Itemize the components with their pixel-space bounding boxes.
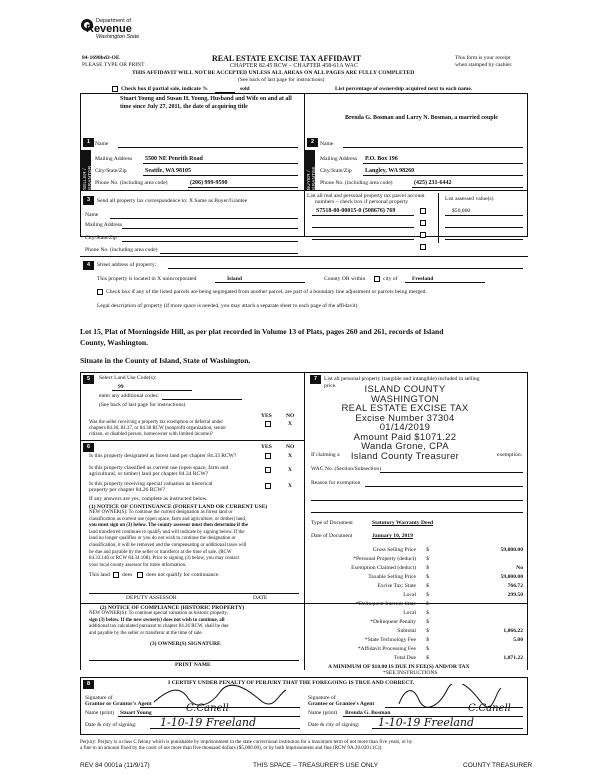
section-1-badge: 1 bbox=[83, 138, 94, 147]
price-label: price. bbox=[324, 383, 337, 389]
does-checkbox[interactable] bbox=[113, 572, 119, 578]
land-use-code[interactable]: 99 bbox=[118, 384, 124, 390]
stamp-line: Excise Number 37304 bbox=[355, 412, 455, 424]
assessed-header: List assessed value(s) bbox=[445, 196, 494, 202]
tax-row-label: Local bbox=[403, 592, 416, 598]
tax-row-label: Total Due bbox=[393, 655, 416, 661]
section-6-lower-left bbox=[80, 604, 81, 670]
partial-sale-checkbox[interactable] bbox=[112, 86, 118, 92]
does-not-label: does not qualify for continuance. bbox=[146, 572, 220, 578]
buyer-city-line bbox=[363, 175, 523, 176]
correspondence-city-line bbox=[122, 241, 298, 242]
parcel-header-1: List all real and personal property tax parcel account bbox=[307, 193, 425, 199]
tax-row-label: Excise Tax: State bbox=[377, 583, 416, 589]
sold-label: sold bbox=[240, 86, 250, 92]
historic-no-mark[interactable]: X bbox=[288, 483, 293, 489]
parcel-personal-checkbox-3[interactable] bbox=[420, 232, 426, 238]
stamp-line: 01/14/2019 bbox=[379, 422, 431, 433]
grantee-name[interactable]: Brenda G. Bosman bbox=[345, 710, 391, 716]
parcel-number[interactable]: S7518-00-00015-0 (508676) 769 bbox=[316, 208, 396, 214]
wac-label: WAC No. (Section/Subsection) bbox=[311, 466, 382, 472]
city-line bbox=[405, 282, 485, 283]
land-use-see-back: (See back of last page for instructions) bbox=[99, 402, 186, 408]
stamp-line: ISLAND COUNTY WASHINGTON bbox=[364, 384, 446, 405]
tax-row-label: Exemption Claimed (deduct) bbox=[351, 565, 416, 571]
compliance-line: NEW OWNER(S): To continue special valuation as historic property, bbox=[89, 611, 228, 616]
grantee-date-line bbox=[372, 728, 523, 729]
section-4-badge: 4 bbox=[83, 261, 94, 270]
assessed-value[interactable]: $50,000 bbox=[452, 208, 471, 214]
section-8-badge: 8 bbox=[83, 680, 94, 689]
deputy-date-label: DATE bbox=[253, 595, 268, 601]
county-line bbox=[215, 282, 305, 283]
reason-line-2 bbox=[311, 500, 523, 501]
owner-signature-label: (3) OWNER(S) SIGNATURE bbox=[150, 641, 221, 647]
continuance-line: be due and payable by the seller or transferor at the time of sale. (RCW bbox=[89, 549, 232, 555]
section-3-divider bbox=[304, 191, 305, 237]
current-use-yes-checkbox[interactable] bbox=[265, 467, 271, 473]
buyer-city-label: City/State/Zip bbox=[320, 168, 352, 174]
send-correspondence: Send all property tax correspondence to: X Same as Buyer/Grantee bbox=[97, 198, 248, 204]
current-use-no-mark[interactable]: X bbox=[288, 467, 293, 473]
deputy-label: DEPUTY ASSESSOR bbox=[126, 595, 177, 601]
deputy-line bbox=[89, 593, 299, 594]
print-name-line bbox=[89, 660, 299, 661]
seller-city-line bbox=[143, 175, 298, 176]
buyer-mailing[interactable]: P.O. Box 196 bbox=[365, 156, 398, 162]
tax-row-value[interactable]: 5.00 bbox=[513, 637, 523, 643]
assessed-line-1 bbox=[445, 215, 523, 216]
see-instructions-note: *SEE INSTRUCTIONS bbox=[383, 670, 438, 676]
tax-row-currency: $ bbox=[426, 646, 429, 652]
county-or-label: County OR within bbox=[324, 276, 366, 282]
continuance-line: land transferred continues to qualify and will indicate by signing below. If the bbox=[89, 529, 245, 535]
section-7-badge: 7 bbox=[310, 375, 321, 384]
street-address-line bbox=[168, 268, 523, 269]
legal-description-2: County, Washington. bbox=[80, 338, 149, 347]
section-2-badge: 2 bbox=[307, 138, 318, 147]
reason-label: Reason for exemption bbox=[311, 480, 361, 486]
s6-no-header: NO bbox=[286, 444, 295, 450]
perjury-note-2: a fine in an amount fixed by the court of not more than five thousand dollars ($5,000.00), or by both imprisonment and fine (RCW 9A.20.020 (1C)). bbox=[80, 745, 383, 751]
tax-row-value[interactable]: No bbox=[516, 565, 523, 571]
certify-statement: I CERTIFY UNDER PENALTY OF PERJURY THAT THE FOREGOING IS TRUE AND CORRECT. bbox=[168, 680, 415, 686]
pct-ownership-note: List percentage of ownership acquired next to each name. bbox=[335, 86, 473, 92]
buyer-city[interactable]: Langley, WA 98260 bbox=[365, 168, 415, 174]
tax-row-label: *Delinquent Interest: State bbox=[356, 601, 416, 607]
continuance-line: you must sign on (3) below. The county assessor must then determine if the bbox=[89, 523, 248, 529]
forest-yes-checkbox[interactable] bbox=[265, 453, 271, 459]
form-chapter: CHAPTER 82.45 RCW – CHAPTER 458-61A WAC bbox=[230, 63, 358, 69]
parcel-line-1 bbox=[312, 215, 414, 216]
tax-row-currency: $ bbox=[426, 592, 429, 598]
tax-row-value[interactable]: 766.72 bbox=[507, 583, 523, 589]
grantor-name-label: Name (print) bbox=[85, 710, 115, 716]
footer-rev: REV 84 0001a (11/9/17) bbox=[80, 762, 150, 769]
tax-row-currency: $ bbox=[426, 655, 429, 661]
doc-type-value[interactable]: Statutory Warranty Deed bbox=[372, 520, 434, 526]
seller-name[interactable]: Stuart Young and Susan H. Young, Husband and Wife on and at all time since July 27, 2011, the date of acquiring title bbox=[120, 96, 292, 110]
if-yes-note: If any answers are yes, complete as instructed below. bbox=[89, 496, 208, 502]
parcel-personal-checkbox-4[interactable] bbox=[420, 244, 426, 250]
compliance-line: sign (3) below. If the new owner(s) does not wish to continue, all bbox=[89, 617, 225, 623]
grantor-date[interactable]: 1-10-19 Freeland bbox=[160, 716, 257, 729]
current-use-q-2: agricultural, or timber) land per chapter 84.34 RCW? bbox=[89, 471, 209, 477]
buyer-name-line bbox=[343, 147, 523, 148]
grantor-name[interactable]: Stuart Young bbox=[120, 710, 152, 716]
legal-description-3: Situate in the County of Island, State of Washington. bbox=[80, 356, 251, 365]
continuance-line: classification as current use (open space, farm and agriculture, or timber) land, bbox=[89, 516, 247, 522]
grantor-sig-label-1: Signature of bbox=[85, 695, 113, 701]
tax-row-currency: $ bbox=[426, 565, 429, 571]
city-of-label: city of bbox=[383, 276, 398, 282]
section-5-7-divider bbox=[304, 372, 305, 604]
continuance-line: NEW OWNER(S): To continue the current designation as forest land or bbox=[89, 510, 233, 515]
treasurer-stamp bbox=[330, 385, 480, 461]
this-land-label: This land bbox=[89, 572, 110, 578]
tax-row-currency: $ bbox=[426, 556, 429, 562]
section-5-badge: 5 bbox=[83, 375, 94, 384]
parcel-header-2: numbers – check box if personal property bbox=[315, 199, 409, 205]
historic-q-1: Is this property receiving special valuation as historical bbox=[89, 481, 213, 487]
segregated-checkbox[interactable] bbox=[97, 289, 103, 295]
footer-treasurer-space: THIS SPACE – TREASURER'S USE ONLY bbox=[253, 762, 379, 769]
correspondence-name-line bbox=[110, 218, 298, 219]
please-type: PLEASE TYPE OR PRINT bbox=[82, 62, 145, 68]
section-3-badge: 3 bbox=[83, 196, 94, 205]
continuance-text bbox=[89, 510, 248, 569]
doc-date-value[interactable]: January 10, 2019 bbox=[372, 533, 413, 539]
see-back-note: (See back of last page for instructions) bbox=[238, 77, 325, 83]
tax-row-label: *Affidavit Processing Fee bbox=[357, 646, 416, 652]
tax-row-currency: $ bbox=[426, 601, 429, 607]
land-use-label: Select Land Use Code(s): bbox=[99, 375, 157, 381]
section-7-lower-divider bbox=[304, 604, 305, 670]
receipt-note-1: This form is your receipt bbox=[455, 55, 511, 61]
assessed-line-3 bbox=[445, 239, 523, 240]
additional-codes-line bbox=[162, 399, 242, 400]
grantor-handwritten-name: C.Canell bbox=[186, 703, 229, 714]
tax-row-currency: $ bbox=[426, 619, 429, 625]
grantee-date-label: Date & city of signing: bbox=[308, 722, 360, 728]
assessed-line-2 bbox=[445, 227, 523, 228]
seller-phone[interactable]: (206) 999-9590 bbox=[190, 180, 228, 186]
compliance-text bbox=[89, 611, 229, 637]
seller-yes-header: YES bbox=[261, 413, 272, 419]
continuance-line: 84.33.140 or RCW 84.34.108). Prior to signing (3) below, you may contact bbox=[89, 556, 240, 562]
seller-name-line bbox=[118, 147, 298, 148]
doc-date-label: Date of Document bbox=[311, 533, 353, 539]
tax-row-currency: $ bbox=[426, 583, 429, 589]
continuance-line: land no longer qualifies or you do not wish to continue the designation or bbox=[89, 536, 236, 542]
located-label: This property is located in X unincorporated bbox=[97, 276, 197, 282]
within-city-checkbox[interactable] bbox=[374, 276, 380, 282]
tax-row-currency: $ bbox=[426, 547, 429, 553]
seller-q-2: chapters 84.36, 84.37, or 84.38 RCW (nonprofit organization, senior bbox=[89, 426, 227, 431]
doc-type-label: Type of Document bbox=[311, 520, 353, 526]
correspondence-phone-line bbox=[160, 253, 298, 254]
stamp-line: Amount Paid $1071.22 bbox=[353, 431, 457, 443]
historic-q-2: property per chapter 84.26 RCW? bbox=[89, 487, 165, 493]
city-name[interactable]: Freeland bbox=[412, 276, 434, 282]
legal-desc-label: Legal description of property (if more space is needed, you may attach a separate sheet to each page of the affidavit) bbox=[97, 303, 358, 309]
seller-no-mark[interactable]: X bbox=[288, 421, 293, 427]
footer-county-treasurer: COUNTY TREASURER bbox=[463, 762, 533, 769]
stamp-line: REAL ESTATE EXCISE TAX bbox=[341, 403, 469, 414]
partial-sale-label: Check box if partial sale, indicate % bbox=[121, 86, 208, 92]
compliance-line: additional tax calculated pursuant to chapter 84.26 RCW, shall be due bbox=[89, 624, 229, 630]
grantee-sig-label-1: Signature of bbox=[308, 695, 336, 701]
tax-row-value[interactable]: 1,066.22 bbox=[503, 628, 523, 634]
forest-land-q: Is this property designated as forest land per chapter 84.33 RCW? bbox=[89, 453, 237, 459]
correspondence-name-label: Name bbox=[85, 212, 99, 218]
personal-property-label: List all personal property (tangible and intangible) included in selling bbox=[324, 376, 480, 382]
continuance-line: your local county assessor for more information. bbox=[89, 562, 187, 568]
street-address-label: Street address of property: bbox=[97, 262, 157, 268]
tax-row-currency: $ bbox=[426, 574, 429, 580]
seller-city[interactable]: Seattle, WA 98105 bbox=[145, 168, 192, 174]
land-use-line bbox=[112, 390, 192, 391]
tax-row-label: Taxable Selling Price bbox=[368, 574, 416, 580]
min-due-note: A MINIMUM OF $10.00 IS DUE IN FEE(S) AND/OR TAX bbox=[328, 664, 470, 670]
segregated-label: Check box if any of the listed parcels are being segregated from another parcel, are part of a boundary line adjustment or parcels being merged. bbox=[106, 289, 427, 295]
grantor-date-label: Date & city of signing: bbox=[85, 722, 137, 728]
logo-line-1: Department of bbox=[96, 18, 131, 24]
continuance-line: classification, it will be removed and the compensating or additional taxes will bbox=[89, 542, 247, 548]
tax-row-currency: $ bbox=[426, 610, 429, 616]
buyer-phone-line bbox=[412, 187, 523, 188]
grantee-date[interactable]: 1-10-19 Freeland bbox=[378, 716, 475, 729]
reason-line-3 bbox=[311, 512, 523, 513]
parcel-line-3 bbox=[312, 239, 414, 240]
tax-row-label: *Delinquent Penalty bbox=[370, 619, 416, 625]
county-value[interactable]: Island bbox=[227, 276, 242, 282]
stamp-line: Island County Treasurer bbox=[350, 450, 460, 462]
correspondence-phone-label: Phone No. (including area code) bbox=[85, 247, 158, 253]
logo-line-3: Washington State bbox=[96, 34, 140, 40]
grantor-date-line bbox=[150, 728, 300, 729]
seller-q-3: citizen, or disabled person, homeowner with limited income)? bbox=[89, 432, 213, 437]
reason-line-1 bbox=[365, 486, 523, 487]
tax-row-value[interactable]: 59,000.00 bbox=[500, 574, 523, 580]
buyer-name[interactable]: Brenda G. Bosman and Larry N. Bosman, a married couple bbox=[345, 115, 498, 121]
grantee-name-label: Name (print) bbox=[308, 710, 338, 716]
tax-row-label: Subtotal bbox=[397, 628, 416, 634]
tax-row-value[interactable]: 59,000.00 bbox=[500, 547, 523, 553]
print-name-label: PRINT NAME bbox=[175, 662, 211, 668]
buyer-name-label: Name bbox=[320, 141, 334, 147]
parcel-personal-checkbox-2[interactable] bbox=[420, 220, 426, 226]
tax-row-label: *Personal Property (deduct) bbox=[353, 556, 416, 562]
seller-mailing-label: Mailing Address bbox=[95, 156, 133, 162]
buyer-label: BUYER / GRANTEE bbox=[306, 166, 316, 190]
current-use-q-1: Is this property classified as current use (open space, farm and bbox=[89, 465, 229, 471]
seller-city-label: City/State/Zip bbox=[95, 168, 127, 174]
compliance-title: (2) NOTICE OF COMPLIANCE (HISTORIC PROPERTY) bbox=[100, 605, 245, 611]
section-4-top-rule bbox=[80, 256, 528, 257]
seller-phone-line bbox=[188, 187, 298, 188]
additional-codes-label: enter any additional codes: bbox=[99, 393, 160, 399]
s6-yes-header: YES bbox=[261, 444, 272, 450]
does-label: does bbox=[122, 572, 133, 578]
legal-description-1: Lot 15, Plat of Morningside Hill, as per plat recorded in Volume 13 of Plats, pages 260 and 261, records of Island bbox=[80, 327, 444, 336]
form-code: 84-1690bd3-OE bbox=[82, 55, 120, 61]
perjury-note-1: Perjury: Perjury is a class C felony which is punishable by imprisonment in the state correctional institution for a maximum term of not more than five years, or by bbox=[80, 739, 413, 745]
section-6-top-rule bbox=[80, 440, 304, 441]
tax-row-currency: $ bbox=[426, 637, 429, 643]
seller-mailing-line bbox=[143, 163, 298, 164]
buyer-mailing-line bbox=[363, 163, 523, 164]
assessed-divider bbox=[438, 193, 439, 243]
does-not-checkbox[interactable] bbox=[137, 572, 143, 578]
receipt-note-2: when stamped by cashier. bbox=[455, 62, 513, 68]
claiming-label: If claiming a bbox=[311, 452, 340, 458]
buyer-mailing-label: Mailing Address bbox=[320, 156, 358, 162]
seller-q-1: Was the seller receiving a property tax exemption or deferral under bbox=[89, 420, 223, 425]
form-warning: THIS AFFIDAVIT WILL NOT BE ACCEPTED UNLESS ALL AREAS ON ALL PAGES ARE FULLY COMPLETED bbox=[132, 70, 415, 76]
forest-no-mark[interactable]: X bbox=[288, 453, 293, 459]
buyer-phone-label: Phone No. (including area code) bbox=[320, 180, 393, 186]
grantee-sig-label-2: Grantee or Grantee's Agent bbox=[308, 701, 375, 707]
parcel-line-2 bbox=[312, 227, 414, 228]
tax-row-value[interactable]: 299.50 bbox=[507, 592, 523, 598]
grantor-sig-label-2: Grantor or Grantor's Agent bbox=[85, 701, 152, 707]
correspondence-city-label: City/State/Zip bbox=[85, 235, 117, 241]
grantee-handwritten-name: C.Canell bbox=[468, 703, 511, 714]
seller-phone-label: Phone No. (including area code) bbox=[95, 180, 168, 186]
tax-row-label: *State Technology Fee bbox=[364, 637, 416, 643]
logo-line-2: Revenue bbox=[86, 23, 132, 35]
buyer-phone[interactable]: (425) 231-6442 bbox=[414, 180, 452, 186]
tax-row-label: Gross Selling Price bbox=[372, 547, 416, 553]
seller-name-label: Name bbox=[95, 141, 109, 147]
section-7-lower-right bbox=[527, 604, 528, 670]
parcel-personal-checkbox-1[interactable] bbox=[420, 208, 426, 214]
section-6-badge: 6 bbox=[83, 443, 94, 452]
compliance-line: and payable by the seller or transferor at the time of sale. bbox=[89, 630, 203, 636]
form-title: REAL ESTATE EXCISE TAX AFFIDAVIT bbox=[212, 54, 362, 63]
continuance-title: (1) NOTICE OF CONTINUANCE (FOREST LAND OR CURRENT USE) bbox=[89, 504, 268, 510]
seller-mailing[interactable]: 5500 NE Penrith Road bbox=[145, 156, 203, 162]
stamp-line: Wanda Grone, CPA bbox=[361, 441, 449, 452]
tax-row-value[interactable]: 1,071.22 bbox=[503, 655, 523, 661]
historic-yes-checkbox[interactable] bbox=[265, 483, 271, 489]
exemption-label: exemption: bbox=[497, 452, 523, 458]
seller-yes-checkbox[interactable] bbox=[265, 421, 271, 427]
correspondence-mailing-label: Mailing Address bbox=[85, 222, 123, 228]
seller-no-header: NO bbox=[286, 413, 295, 419]
seller-label: SELLER / GRANTOR bbox=[82, 165, 92, 190]
correspondence-mailing-line bbox=[122, 228, 298, 229]
tax-row-currency: $ bbox=[426, 628, 429, 634]
wac-line bbox=[380, 472, 523, 473]
tax-row-label: Local bbox=[403, 610, 416, 616]
